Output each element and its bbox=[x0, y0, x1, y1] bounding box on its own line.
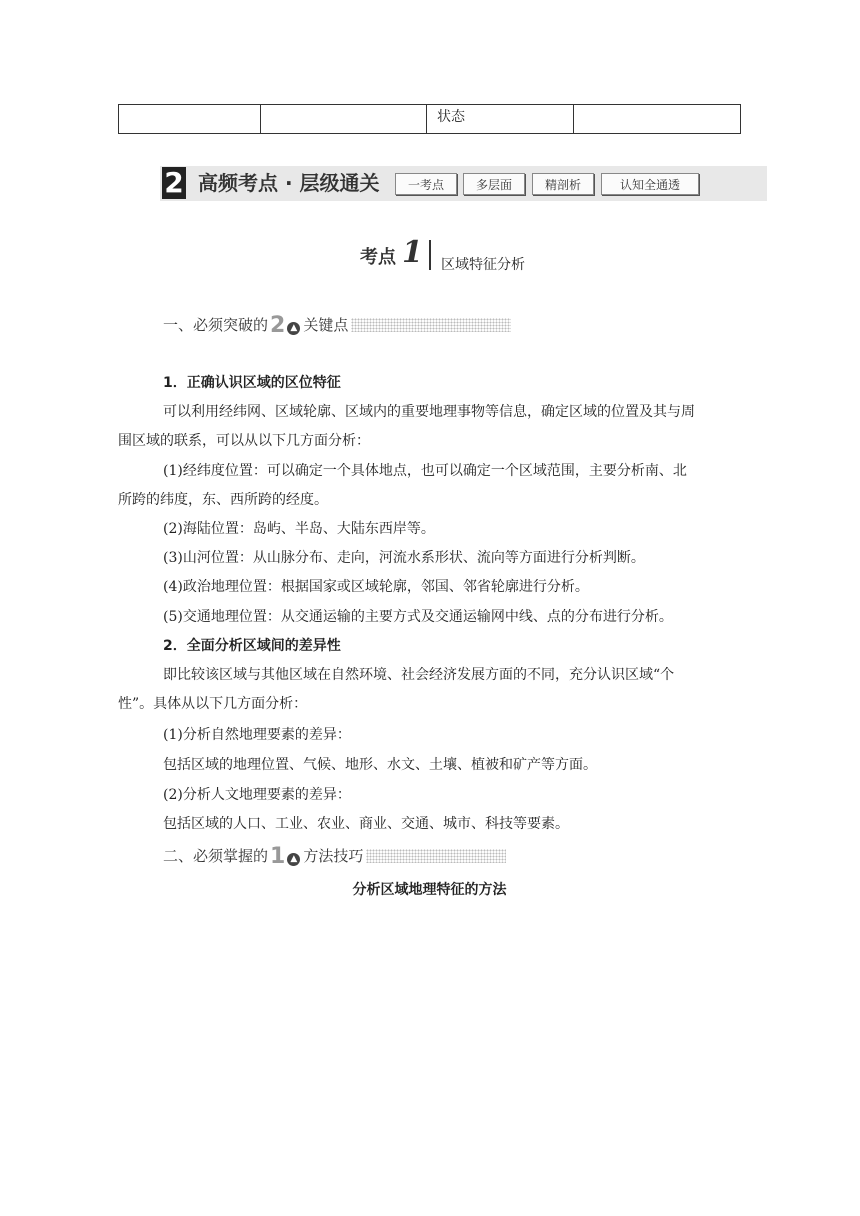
list-item: (3)山河位置：从山脉分布、走向，河流水系形状、流向等方面进行分析判断。 bbox=[163, 550, 645, 566]
banner-tag-3: 精剖析 bbox=[532, 173, 594, 195]
top-table-fragment bbox=[118, 104, 741, 134]
table-cell bbox=[261, 105, 427, 134]
list-item: 包括区域的人口、工业、农业、商业、交通、城市、科技等要素。 bbox=[163, 816, 569, 832]
paragraph-line: 围区域的联系，可以从以下几方面分析： bbox=[118, 433, 370, 449]
table-cell: 状态 bbox=[427, 105, 574, 134]
list-item: (1)经纬度位置：可以确定一个具体地点，也可以确定一个区域范围，主要分析南、北 bbox=[163, 463, 687, 479]
paragraph-line: 可以利用经纬网、区域轮廓、区域内的重要地理事物等信息，确定区域的位置及其与周 bbox=[163, 404, 695, 420]
arrow-up-icon: ▲ bbox=[287, 853, 300, 866]
banner-tag-2: 多层面 bbox=[463, 173, 525, 195]
list-item: (2)海陆位置：岛屿、半岛、大陆东西岸等。 bbox=[163, 521, 435, 537]
paragraph-line: 性”。具体从以下几方面分析： bbox=[118, 696, 308, 712]
banner-tag-4: 认知全通透 bbox=[601, 173, 699, 195]
method-title: 分析区域地理特征的方法 bbox=[352, 882, 507, 898]
list-item: 包括区域的地理位置、气候、地形、水文、土壤、植被和矿产等方面。 bbox=[163, 757, 597, 773]
section-title: 区域特征分析 bbox=[441, 257, 525, 273]
section-divider bbox=[429, 240, 431, 270]
list-item: (2)分析人文地理要素的差异： bbox=[163, 787, 351, 803]
table-row bbox=[119, 105, 741, 134]
banner-tag-1: 一考点 bbox=[395, 173, 457, 195]
list-item: 所跨的纬度，东、西所跨的经度。 bbox=[118, 492, 328, 508]
table-cell bbox=[574, 105, 741, 134]
section-label: 考点 bbox=[360, 247, 396, 268]
part2-heading: 二、必须掌握的1 ▲ 方法技巧 bbox=[163, 845, 506, 868]
banner-title: 高频考点 · 层级通关 bbox=[198, 171, 380, 195]
table-cell bbox=[119, 105, 261, 134]
part1-number: 2 bbox=[270, 313, 286, 338]
list-item: (1)分析自然地理要素的差异： bbox=[163, 727, 351, 743]
part1-heading: 一、必须突破的2 ▲ 关键点 bbox=[163, 314, 511, 337]
part2-number: 1 bbox=[270, 844, 286, 869]
list-item: (4)政治地理位置：根据国家或区域轮廓，邻国、邻省轮廓进行分析。 bbox=[163, 579, 589, 595]
heading-difference: 2．全面分析区域间的差异性 bbox=[163, 638, 341, 654]
section-number: 1 bbox=[402, 235, 423, 270]
banner-number: 2 bbox=[162, 167, 186, 199]
dotted-decoration bbox=[366, 849, 506, 863]
section-banner bbox=[160, 166, 767, 201]
heading-location: 1．正确认识区域的区位特征 bbox=[163, 375, 341, 391]
paragraph-line: 即比较该区域与其他区域在自然环境、社会经济发展方面的不同，充分认识区域“个 bbox=[163, 667, 675, 683]
dotted-decoration bbox=[351, 318, 511, 332]
arrow-up-icon: ▲ bbox=[287, 322, 300, 335]
list-item: (5)交通地理位置：从交通运输的主要方式及交通运输网中线、点的分布进行分析。 bbox=[163, 609, 673, 625]
